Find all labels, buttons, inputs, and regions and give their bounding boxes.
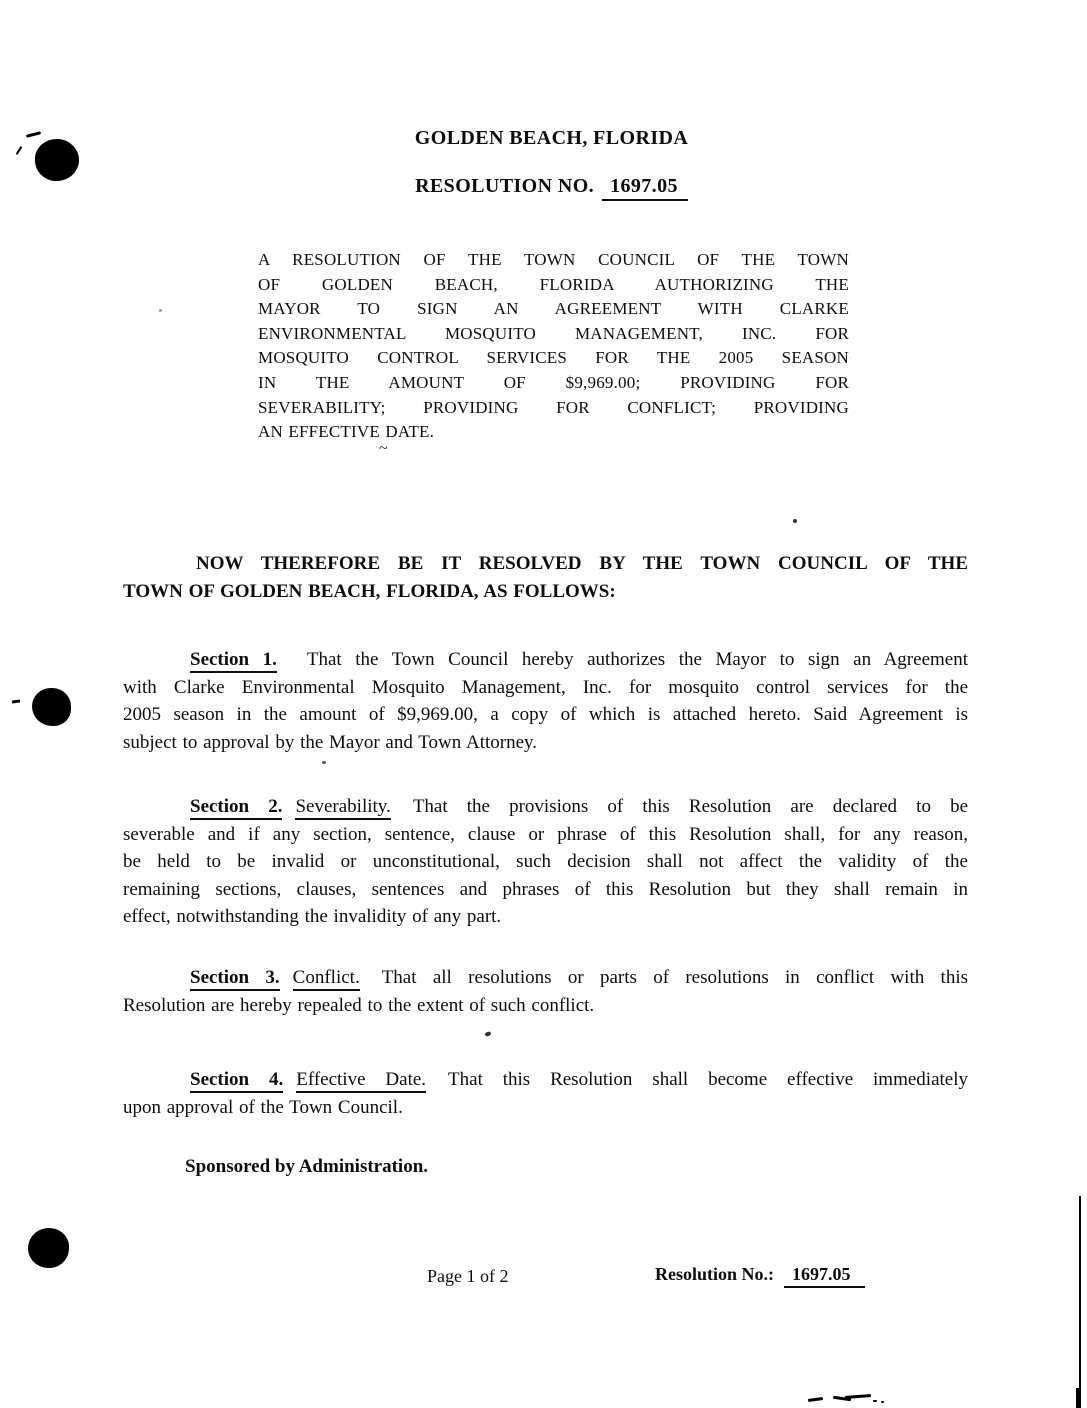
preamble-line: IN THE AMOUNT OF $9,969.00; PROVIDING FOR [258, 372, 849, 392]
pen-scribble-dot [881, 1401, 884, 1403]
scan-edge-line [1079, 1196, 1081, 1408]
section-2-body [123, 821, 968, 931]
section-2-label: Section 2. [190, 796, 282, 820]
section-1-paragraph [123, 646, 968, 756]
scan-edge-line-foot [1076, 1388, 1081, 1408]
section-4-paragraph [123, 1066, 968, 1121]
preamble-paragraph [258, 248, 849, 445]
pen-scribble-mark [808, 1397, 823, 1402]
section-2-line: effect, notwithstanding the invalidity of any part. [123, 906, 502, 927]
section-1-body [123, 674, 968, 757]
scan-speck [793, 519, 797, 523]
pen-scribble-dot [873, 1400, 877, 1402]
stray-tilde-mark: ~ [379, 440, 388, 457]
section-3-label: Section 3. [190, 967, 280, 991]
section-4-line: upon approval of the Town Council. [123, 1096, 403, 1118]
section-1-first-text: That the Town Council hereby authorizes the Mayor to sign an Agreement [306, 649, 968, 670]
section-4-first-text: That this Resolution shall become effective immediately [448, 1069, 968, 1090]
section-2-line: severable and if any section, sentence, clause or phrase of this Resolution shall, for any reason, [123, 823, 968, 845]
footer-resolution-number-line [655, 1264, 865, 1285]
section-4-first-line [123, 1066, 968, 1094]
pen-scribble-mark [845, 1394, 871, 1399]
section-1-label: Section 1. [190, 649, 277, 673]
section-2-line: remaining sections, clauses, sentences and phrases of this Resolution but they shall remain in [123, 878, 968, 900]
section-4-label: Section 4. [190, 1069, 283, 1093]
preamble-line: ENVIRONMENTAL MOSQUITO MANAGEMENT, INC. FOR [258, 323, 849, 343]
resolved-clause-line: NOW THEREFORE BE IT RESOLVED BY THE TOWN COUNCIL OF THE [196, 553, 968, 574]
section-1-first-line [123, 646, 968, 674]
section-2-first-text: That the provisions of this Resolution are declared to be [412, 796, 968, 817]
resolution-number-value: 1697.05 [602, 175, 688, 201]
resolved-clause-line: TOWN OF GOLDEN BEACH, FLORIDA, AS FOLLOWS: [123, 580, 616, 602]
section-2-first-line [123, 793, 968, 821]
resolved-clause [123, 550, 968, 605]
footer-resolution-label: Resolution No.: [655, 1264, 775, 1284]
ink-blot-icon [26, 1226, 71, 1270]
section-2-line: be held to be invalid or unconstitutional, such decision shall not affect the validity of the [123, 851, 968, 872]
preamble-line: OF GOLDEN BEACH, FLORIDA AUTHORIZING THE [258, 274, 849, 294]
page-number: Page 1 of 2 [427, 1266, 509, 1286]
scan-speck [484, 1031, 491, 1037]
sponsor-line: Sponsored by Administration. [185, 1156, 429, 1177]
section-3-heading: Conflict. [293, 967, 360, 991]
ink-blot-icon [32, 688, 71, 726]
section-3-paragraph [123, 964, 968, 1019]
preamble-line: MAYOR TO SIGN AN AGREEMENT WITH CLARKE [258, 299, 849, 319]
section-3-first-text: That all resolutions or parts of resolutions in conflict with this [381, 967, 968, 988]
document-title: GOLDEN BEACH, FLORIDA [414, 127, 689, 149]
section-3-body [123, 992, 968, 1020]
section-1-line: with Clarke Environmental Mosquito Management, Inc. for mosquito control services for the [123, 676, 968, 698]
scan-speck [159, 309, 162, 312]
preamble-line: SEVERABILITY; PROVIDING FOR CONFLICT; PROVIDING [258, 397, 849, 417]
section-3-line: Resolution are hereby repealed to the extent of such conflict. [123, 994, 595, 1016]
preamble-line: AN EFFECTIVE DATE. [258, 422, 435, 442]
resolution-number-line [8, 175, 1087, 198]
section-1-line: 2005 season in the amount of $9,969.00, a copy of which is attached hereto. Said Agreement is [123, 704, 968, 725]
preamble-line: A RESOLUTION OF THE TOWN COUNCIL OF THE TOWN [258, 250, 849, 269]
ink-dash-mark [12, 699, 20, 703]
section-1-line: subject to approval by the Mayor and Town Attorney. [123, 731, 538, 753]
scan-speck [322, 761, 326, 764]
resolution-number-label: RESOLUTION NO. [415, 175, 595, 197]
section-2-paragraph [123, 793, 968, 931]
section-2-heading: Severability. [295, 796, 390, 820]
section-4-heading: Effective Date. [296, 1069, 426, 1093]
footer-resolution-value: 1697.05 [784, 1264, 865, 1288]
preamble-line: MOSQUITO CONTROL SERVICES FOR THE 2005 SEASON [258, 348, 849, 368]
section-3-first-line [123, 964, 968, 992]
section-4-body [123, 1094, 968, 1122]
